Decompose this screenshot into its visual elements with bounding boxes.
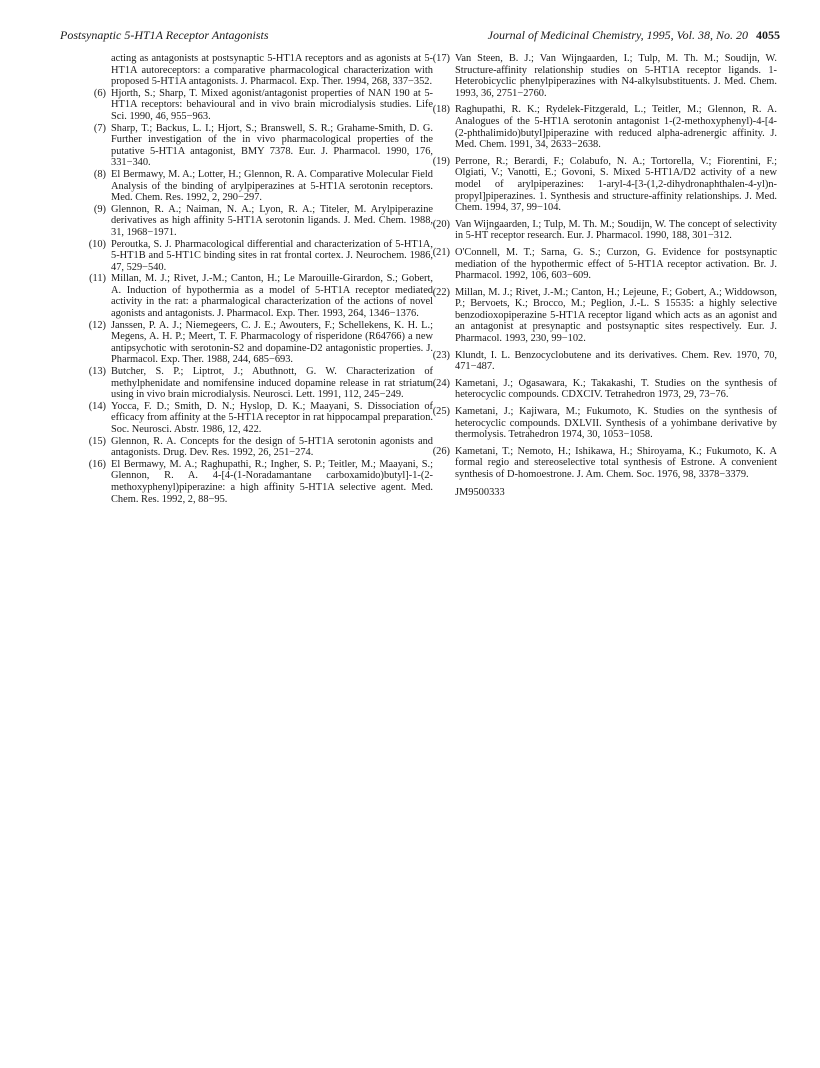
reference-number: (23) <box>432 349 450 361</box>
reference-number: (25) <box>432 406 450 418</box>
reference-item <box>86 204 433 239</box>
reference-number: (12) <box>88 319 106 331</box>
reference-item <box>430 350 777 373</box>
references-left-column <box>86 53 433 505</box>
reference-number: (9) <box>93 203 106 215</box>
reference-text: Yocca, F. D.; Smith, D. N.; Hyslop, D. K.; Maayani, S. Dissociation of efficacy from affinity at the 5-HT1A receptor in rat hippocampal preparation. Soc. Neurosci. Abstr. 1986, 12, 422. <box>111 400 433 435</box>
reference-item <box>86 123 433 169</box>
reference-item <box>430 219 777 242</box>
reference-text: Millan, M. J.; Rivet, J.-M.; Canton, H.; Le Marouille-Girardon, S.; Gobert, A. Induction of hypothermia as a model of 5-HT1A receptor mediated activity in the rat: a pharmalogical characterization of the actions of novel agonists and antagonists. J. Pharmacol. Exp. Ther. 1993, 264, 1346−1376. <box>111 273 433 320</box>
running-title: Postsynaptic 5-HT1A Receptor Antagonists <box>60 28 269 42</box>
reference-text: Kametani, J.; Ogasawara, K.; Takakashi, T. Studies on the synthesis of heterocyclic compounds. CDXCIV. Tetrahedron 1973, 29, 73−76. <box>455 377 777 401</box>
reference-number: (15) <box>88 435 106 447</box>
reference-number: (8) <box>93 168 106 180</box>
reference-text: Perrone, R.; Berardi, F.; Colabufo, N. A.; Tortorella, V.; Fiorentini, F.; Olgiati, V.; Vanotti, E.; Govoni, S. Mixed 5-HT1A/D2 activity of a new model of arylpiperazines: 1-aryl-4-[3-(1,2-dihydronaphthalen-4-yl)n-propyl]piperazines. 1. Synthesis and structure-affinity relationships. J. Med. Chem. 1994, 37, 99−104. <box>455 155 777 214</box>
reference-text: Glennon, R. A.; Naiman, N. A.; Lyon, R. A.; Titeler, M. Arylpiperazine derivatives as high affinity 5-HT1A serotonin ligands. J. Med. Chem. 1988, 31, 1968−1971. <box>111 203 433 238</box>
reference-item <box>430 104 777 150</box>
reference-number: (10) <box>88 238 106 250</box>
reference-number: (13) <box>88 366 106 378</box>
reference-item <box>430 378 777 401</box>
reference-number: (24) <box>432 377 450 389</box>
reference-number: (20) <box>432 218 450 230</box>
reference-item <box>430 287 777 345</box>
reference-text: Van Steen, B. J.; Van Wijngaarden, I.; Tulp, M. Th. M.; Soudijn, W. Structure-affinity relationship studies on 5-HT1A receptor ligands. 1-Heterobicyclic phenylpiperazines with N4-alkylsubstituents. J. Med. Chem. 1993, 36, 2751−2760. <box>455 53 777 99</box>
reference-item <box>86 88 433 123</box>
reference-item <box>430 247 777 282</box>
reference-number: (17) <box>432 53 450 64</box>
reference-text: El Bermawy, M. A.; Raghupathi, R.; Ingher, S. P.; Teitler, M.; Maayani, S.; Glennon, R. A. 4-[4-(1-Noradamantane carboxamido)butyl]-1-(2-methoxyphenyl)piperazine: a high affinity 5-HT1A selective agent. Med. Chem. Res. 1992, 2, 88−95. <box>111 458 433 505</box>
reference-item <box>86 366 433 401</box>
reference-number: (14) <box>88 400 106 412</box>
reference-text: Millan, M. J.; Rivet, J.-M.; Canton, H.; Lejeune, F.; Gobert, A.; Widdowson, P.; Bervoets, K.; Brocco, M.; Peglion, J.-L. S 15535: a highly selective benzodioxopiperazine 5-HT1A receptor ligand which acts as an agonist and an antagonist at presynaptic and postsynaptic sites respectively. Eur. J. Pharmacol. 1993, 230, 99−102. <box>455 286 777 345</box>
reference-text: Peroutka, S. J. Pharmacological differential and characterization of 5-HT1A, 5-HT1B and 5-HT1C binding sites in rat frontal cortex. J. Neurochem. 1986, 47, 529−540. <box>111 238 433 273</box>
page-number: 4055 <box>756 28 780 42</box>
reference-item <box>86 401 433 436</box>
reference-item <box>86 239 433 274</box>
reference-text: El Bermawy, M. A.; Lotter, H.; Glennon, R. A. Comparative Molecular Field Analysis of the binding of arylpiperazines at 5-HT1A serotonin receptors. Med. Chem. Res. 1992, 2, 290−297. <box>111 168 433 204</box>
manuscript-code: JM9500333 <box>455 486 505 498</box>
reference-item <box>430 156 777 214</box>
reference-text: Sharp, T.; Backus, L. I.; Hjort, S.; Branswell, S. R.; Grahame-Smith, D. G. Further investigation of the in vivo pharmacological properties of the putative 5-HT1A antagonist, BMY 7378. Eur. J. Pharmacol. 1990, 176, 331−340. <box>111 122 433 169</box>
reference-item <box>86 169 433 204</box>
reference-number: (16) <box>88 458 106 470</box>
reference-item <box>430 406 777 441</box>
reference-item <box>86 273 433 319</box>
reference-item <box>86 436 433 459</box>
reference-number: (21) <box>432 246 450 258</box>
journal-citation <box>488 28 780 43</box>
reference-item <box>86 320 433 366</box>
reference-continuation <box>86 53 433 88</box>
reference-number: (26) <box>432 445 450 457</box>
reference-text: Kametani, J.; Kajiwara, M.; Fukumoto, K. Studies on the synthesis of heterocyclic compounds. DXLVII. Synthesis of a yohimbane derivative by thermolysis. Tetrahedron 1974, 30, 1053−1058. <box>455 406 777 441</box>
reference-number: (19) <box>432 155 450 167</box>
reference-number: (6) <box>93 87 106 99</box>
reference-text: Hjorth, S.; Sharp, T. Mixed agonist/antagonist properties of NAN 190 at 5-HT1A receptors: behavioural and in vivo brain microdialysis studies. Life Sci. 1990, 46, 955−963. <box>111 87 433 122</box>
reference-text: Glennon, R. A. Concepts for the design of 5-HT1A serotonin agonists and antagonists. Drug. Dev. Res. 1992, 26, 251−274. <box>111 435 433 459</box>
reference-text: Raghupathi, R. K.; Rydelek-Fitzgerald, L.; Teitler, M.; Glennon, R. A. Analogues of the 5-HT1A serotonin antagonist 1-(2-methoxyphenyl)-4-[4-(2-phthalimido)butyl]piperazine with reduced alpha-adrenergic affinity. J. Med. Chem. 1991, 34, 2633−2638. <box>455 104 777 151</box>
reference-number: (22) <box>432 286 450 298</box>
reference-text: Butcher, S. P.; Liptrot, J.; Abuthnott, G. W. Characterization of methylphenidate and nomifensine induced dopamine release in rat striatum using in vivo brain microdialysis. Neurosci. Lett. 1991, 112, 245−249. <box>111 366 433 401</box>
reference-item <box>86 459 433 505</box>
reference-item <box>430 446 777 481</box>
references-right-column <box>430 53 777 498</box>
reference-number: (18) <box>432 104 450 116</box>
reference-item <box>430 53 777 99</box>
reference-text: Klundt, I. L. Benzocyclobutene and its derivatives. Chem. Rev. 1970, 70, 471−487. <box>455 349 777 373</box>
reference-number: (11) <box>89 273 106 285</box>
reference-number: (7) <box>93 122 106 134</box>
journal-info: Journal of Medicinal Chemistry, 1995, Vol. 38, No. 20 <box>487 28 748 42</box>
reference-text: acting as antagonists at postsynaptic 5-HT1A receptors and as agonists at 5-HT1A autoreceptors: a comparative pharmacological characterization with proposed 5-HT1A antagonists. J. Pharmacol. Exp. Ther. 1994, 268, 337−352. <box>111 53 433 88</box>
running-header <box>60 28 780 44</box>
reference-text: O'Connell, M. T.; Sarna, G. S.; Curzon, G. Evidence for postsynaptic mediation of the hypothermic effect of 5-HT1A receptor activation. Br. J. Pharmacol. 1992, 106, 603−609. <box>455 246 777 282</box>
reference-text: Kametani, T.; Nemoto, H.; Ishikawa, H.; Shiroyama, K.; Fukumoto, K. A formal regio and stereoselective total synthesis of Estrone. A convenient synthesis of D-homoestrone. J. Am. Chem. Soc. 1976, 98, 3378−3379. <box>455 445 777 480</box>
reference-text: Van Wijngaarden, I.; Tulp, M. Th. M.; Soudijn, W. The concept of selectivity in 5-HT receptor research. Eur. J. Pharmacol. 1990, 188, 301−312. <box>455 218 777 242</box>
reference-text: Janssen, P. A. J.; Niemegeers, C. J. E.; Awouters, F.; Schellekens, K. H. L.; Megens, A. H. P.; Meert, T. F. Pharmacology of risperidone (R64766) a new antipsychotic with serotonin-S2 and dopamine-D2 antagonistic properties. J. Pharmacol. Exp. Ther. 1988, 244, 685−693. <box>111 319 433 366</box>
